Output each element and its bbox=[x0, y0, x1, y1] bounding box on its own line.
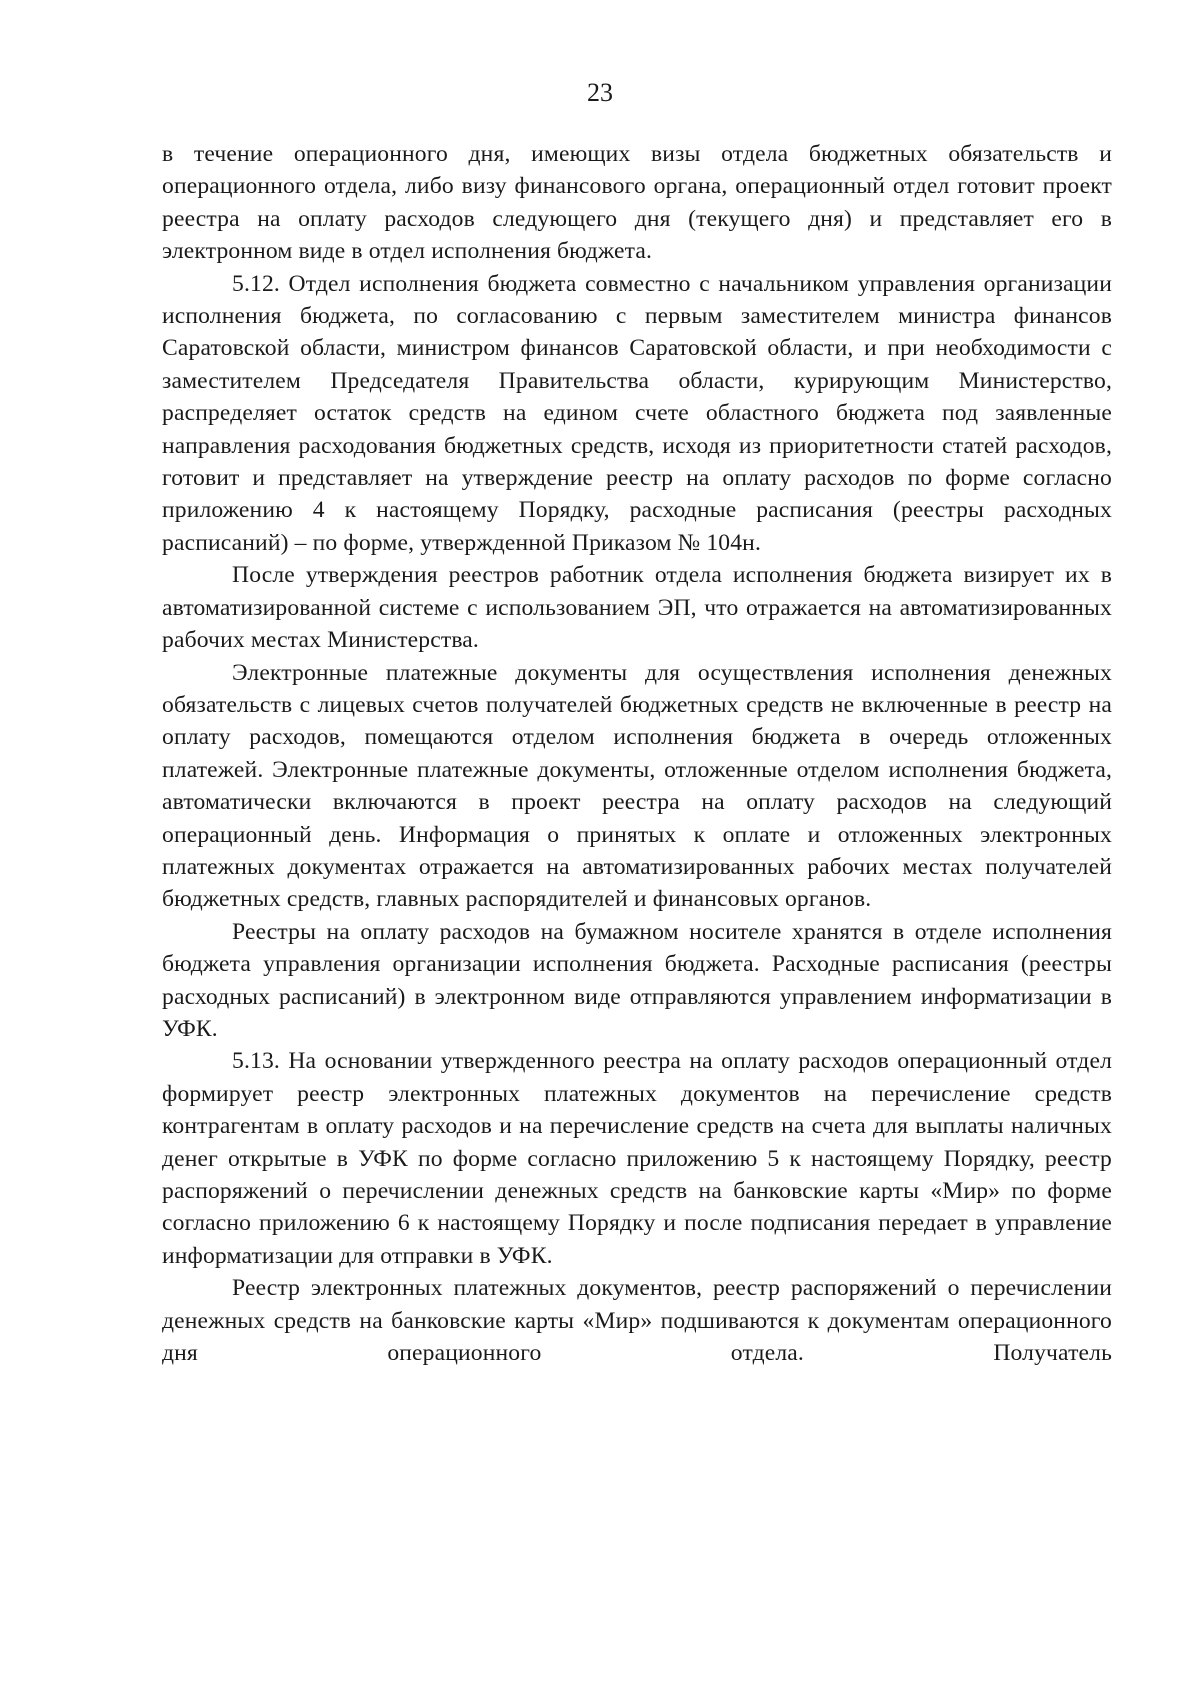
paragraph-continuation: в течение операционного дня, имеющих визы отдела бюджетных обязательств и операционного отдела, либо визу финансового органа, операционный отдел готовит проект реестра на оплату расходов следующего дня (текущего дня) и представляет его в электронном виде в отдел исполнения бюджета. bbox=[162, 141, 1112, 265]
paragraph-paper-registers: Реестры на оплату расходов на бумажном носителе хранятся в отделе исполнения бюджета управления организации исполнения бюджета. Расходные расписания (реестры расходных расписаний) в электронном виде отправляются управлением информатизации в УФК. bbox=[162, 918, 1112, 1042]
paragraph-after-approval: После утверждения реестров работник отдела исполнения бюджета визирует их в автоматизированной системе с использованием ЭП, что отражается на автоматизированных рабочих местах Министерства. bbox=[162, 562, 1112, 654]
page-number: 23 bbox=[587, 78, 613, 107]
paragraph-5-13: 5.13. На основании утвержденного реестра на оплату расходов операционный отдел формирует реестр электронных платежных документов на перечисление средств контрагентам в оплату расходов и на перечисление средств на счета для выплаты наличных денег открытые в УФК по форме согласно приложению 5 к настоящему Порядку, реестр распоряжений о перечислении денежных средств на банковские карты «Мир» по форме согласно приложению 6 к настоящему Порядку и после подписания передает в управление информатизации для отправки в УФК. bbox=[162, 1048, 1112, 1269]
paragraph-register-filing: Реестр электронных платежных документов, реестр распоряжений о перечислении денежных средств на банковские карты «Мир» подшиваются к документам операционного дня операционного отдела. Получатель bbox=[162, 1275, 1112, 1367]
paragraph-5-12: 5.12. Отдел исполнения бюджета совместно с начальником управления организации исполнения бюджета, по согласованию с первым заместителем министра финансов Саратовской области, министром финансов Саратовской области, и при необходимости с заместителем Председателя Правительства области, курирующим Министерство, распределяет остаток средств на едином счете областного бюджета под заявленные направления расходования бюджетных средств, исходя из приоритетности статей расходов, готовит и представляет на утверждение реестр на оплату расходов по форме согласно приложению 4 к настоящему Порядку, расходные расписания (реестры расходных расписаний) – по форме, утвержденной Приказом № 104н. bbox=[162, 270, 1112, 556]
paragraph-electronic-documents: Электронные платежные документы для осуществления исполнения денежных обязательств с лицевых счетов получателей бюджетных средств не включенные в реестр на оплату расходов, помещаются отделом исполнения бюджета в очередь отложенных платежей. Электронные платежные документы, отложенные отделом исполнения бюджета, автоматически включаются в проект реестра на оплату расходов на следующий операционный день. Информация о принятых к оплате и отложенных электронных платежных документах отражается на автоматизированных рабочих местах получателей бюджетных средств, главных распорядителей и финансовых органов. bbox=[162, 659, 1112, 913]
document-body bbox=[162, 138, 1112, 1369]
